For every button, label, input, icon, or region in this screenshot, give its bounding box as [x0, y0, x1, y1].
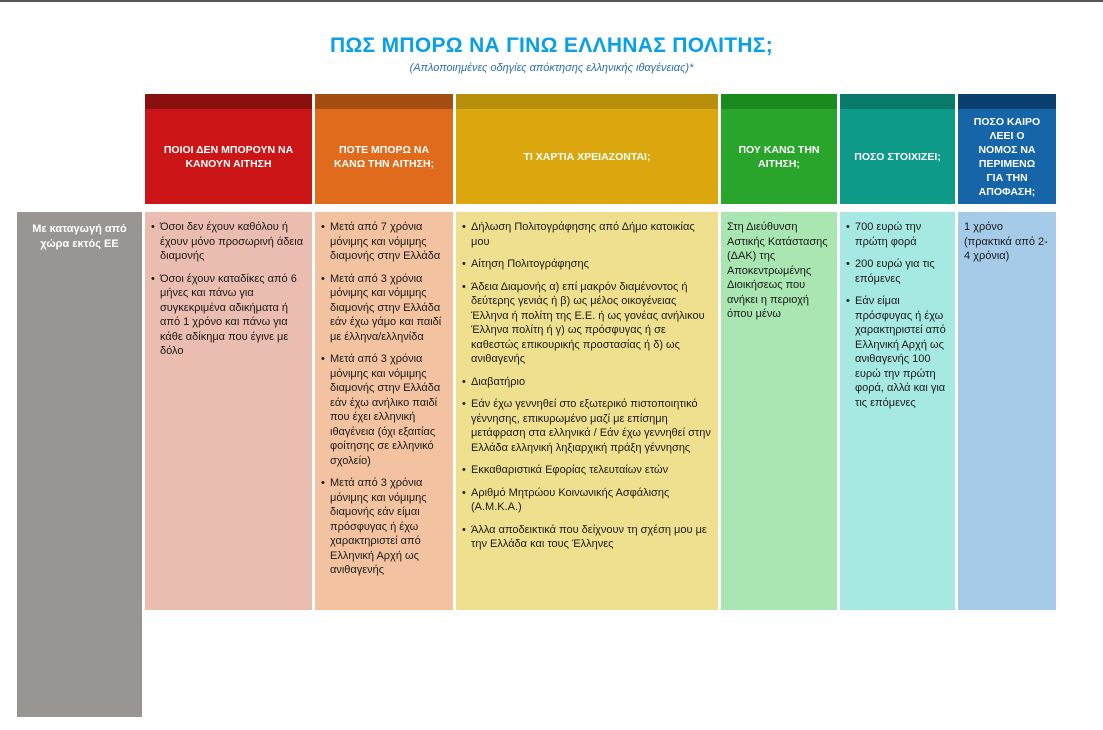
list-item: • Διαβατήριο	[471, 375, 712, 390]
column-when-can-apply	[315, 94, 453, 717]
column-body	[721, 212, 837, 610]
list-item: • Εάν έχω γεννηθεί στο εξωτερικό πιστοποιητικό γέννησης, επικυρωμένο μαζί με επίσημη μετάφραση στα ελληνικά / Εάν έχω γεννηθεί στην Ελλάδα ελληνική ληξιαρχική πράξη γέννησης	[471, 397, 712, 455]
column-header: ΠΟΣΟ ΚΑΙΡΟ ΛΕΕΙ Ο ΝΟΜΟΣ ΝΑ ΠΕΡΙΜΕΝΩ ΓΙΑ ΤΗΝ ΑΠΟΦΑΣΗ;	[958, 109, 1056, 204]
column-stripe	[958, 94, 1056, 109]
column-stripe	[145, 94, 312, 109]
list-item: • Μετά από 7 χρόνια μόνιμης και νόμιμης διαμονής στην Ελλάδα	[330, 220, 447, 264]
column-stripe	[721, 94, 837, 109]
column-stripe	[456, 94, 718, 109]
column-header: ΠΟΙΟΙ ΔΕΝ ΜΠΟΡΟΥΝ ΝΑ ΚΑΝΟΥΝ ΑΙΤΗΣΗ	[145, 109, 312, 204]
column-body	[456, 212, 718, 610]
column-where-to-apply	[721, 94, 837, 717]
top-rule	[0, 0, 1103, 2]
list-item: • Δήλωση Πολιτογράφησης από Δήμο κατοικίας μου	[471, 220, 712, 249]
list-item: • Εκκαθαριστικά Εφορίας τελευταίων ετών	[471, 463, 712, 478]
list-item: • 700 ευρώ την πρώτη φορά	[855, 220, 949, 249]
column-stripe	[315, 94, 453, 109]
list-item: • Αριθμό Μητρώου Κοινωνικής Ασφάλισης (Α.Μ.Κ.Α.)	[471, 486, 712, 515]
column-body	[145, 212, 312, 610]
column-body	[840, 212, 955, 610]
column-header: ΠΟΤΕ ΜΠΟΡΩ ΝΑ ΚΑΝΩ ΤΗΝ ΑΙΤΗΣΗ;	[315, 109, 453, 204]
column-who-cannot-apply	[145, 94, 312, 717]
body-text: Στη Διεύθυνση Αστικής Κατάστασης (ΔΑΚ) της Αποκεντρωμένης Διοικήσεως που ανήκει η περιοχή όπου μένω	[727, 221, 828, 320]
column-header: ΠΟΣΟ ΣΤΟΙΧΙΖΕΙ;	[840, 109, 955, 204]
column-decision-time	[958, 94, 1056, 717]
column-body	[958, 212, 1056, 610]
column-body	[315, 212, 453, 610]
list-item: • Μετά από 3 χρόνια μόνιμης και νόμιμης διαμονής στην Ελλάδα εάν έχω γάμο και παιδί με έλληνα/ελληνίδα	[330, 272, 447, 345]
list-item: • Μετά από 3 χρόνια μόνιμης και νόμιμης διαμονής στην Ελλάδα εάν έχω ανήλικο παιδί που έχει ελληνική ιθαγένεια (όχι εξαιτίας φοίτησης σε ελληνικό σχολείο)	[330, 352, 447, 468]
list-item: • Άλλα αποδεικτικά που δείχνουν τη σχέση μου με την Ελλάδα και τους Έλληνες	[471, 523, 712, 552]
list-item: • Όσοι δεν έχουν καθόλου ή έχουν μόνο προσωρινή άδεια διαμονής	[160, 220, 306, 264]
column-stripe	[840, 94, 955, 109]
page-subtitle: (Απλοποιημένες οδηγίες απόκτησης ελληνικής ιθαγένειας)*	[409, 62, 694, 74]
list-item: • Αίτηση Πολιτογράφησης	[471, 257, 712, 272]
page-title: ΠΩΣ ΜΠΟΡΩ ΝΑ ΓΙΝΩ ΕΛΛΗΝΑΣ ΠΟΛΙΤΗΣ;	[329, 34, 774, 57]
body-text: 1 χρόνο (πρακτικά από 2-4 χρόνια)	[964, 221, 1048, 262]
column-header: ΤΙ ΧΑΡΤΙΑ ΧΡΕΙΑΖΟΝΤΑΙ;	[456, 109, 718, 204]
list-item: • Άδεια Διαμονής α) επί μακρόν διαμένοντος ή δεύτερης γενιάς ή β) ως μέλος οικογένειας Έλληνα ή πολίτη της Ε.Ε. ή ως γονέας ανήλικου Έλληνα πολίτη ή γ) ως πρόσφυγας ή σε καθεστώς επικουρικής προστασίας ή δ) ως ανιθαγενής	[471, 280, 712, 367]
column-cost	[840, 94, 955, 717]
list-item: • 200 ευρώ για τις επόμενες	[855, 257, 949, 286]
row-label: Με καταγωγή από χώρα εκτός ΕΕ	[17, 212, 142, 717]
column-documents-needed	[456, 94, 718, 717]
column-header: ΠΟΥ ΚΑΝΩ ΤΗΝ ΑΙΤΗΣΗ;	[721, 109, 837, 204]
list-item: • Μετά από 3 χρόνια μόνιμης και νόμιμης διαμονής εάν είμαι πρόσφυγας ή έχω χαρακτηριστεί από Ελληνική Αρχή ως ανιθαγενής	[330, 476, 447, 578]
list-item: • Εάν είμαι πρόσφυγας ή έχω χαρακτηριστεί από Ελληνική Αρχή ως ανιθαγενής 100 ευρώ την πρώτη φορά, αλλά και για τις επόμενες	[855, 294, 949, 410]
list-item: • Όσοι έχουν καταδίκες από 6 μήνες και πάνω για συγκεκριμένα αδικήματα ή από 1 χρόνο και πάνω για κάθε αδίκημα που έγινε με δόλο	[160, 272, 306, 359]
